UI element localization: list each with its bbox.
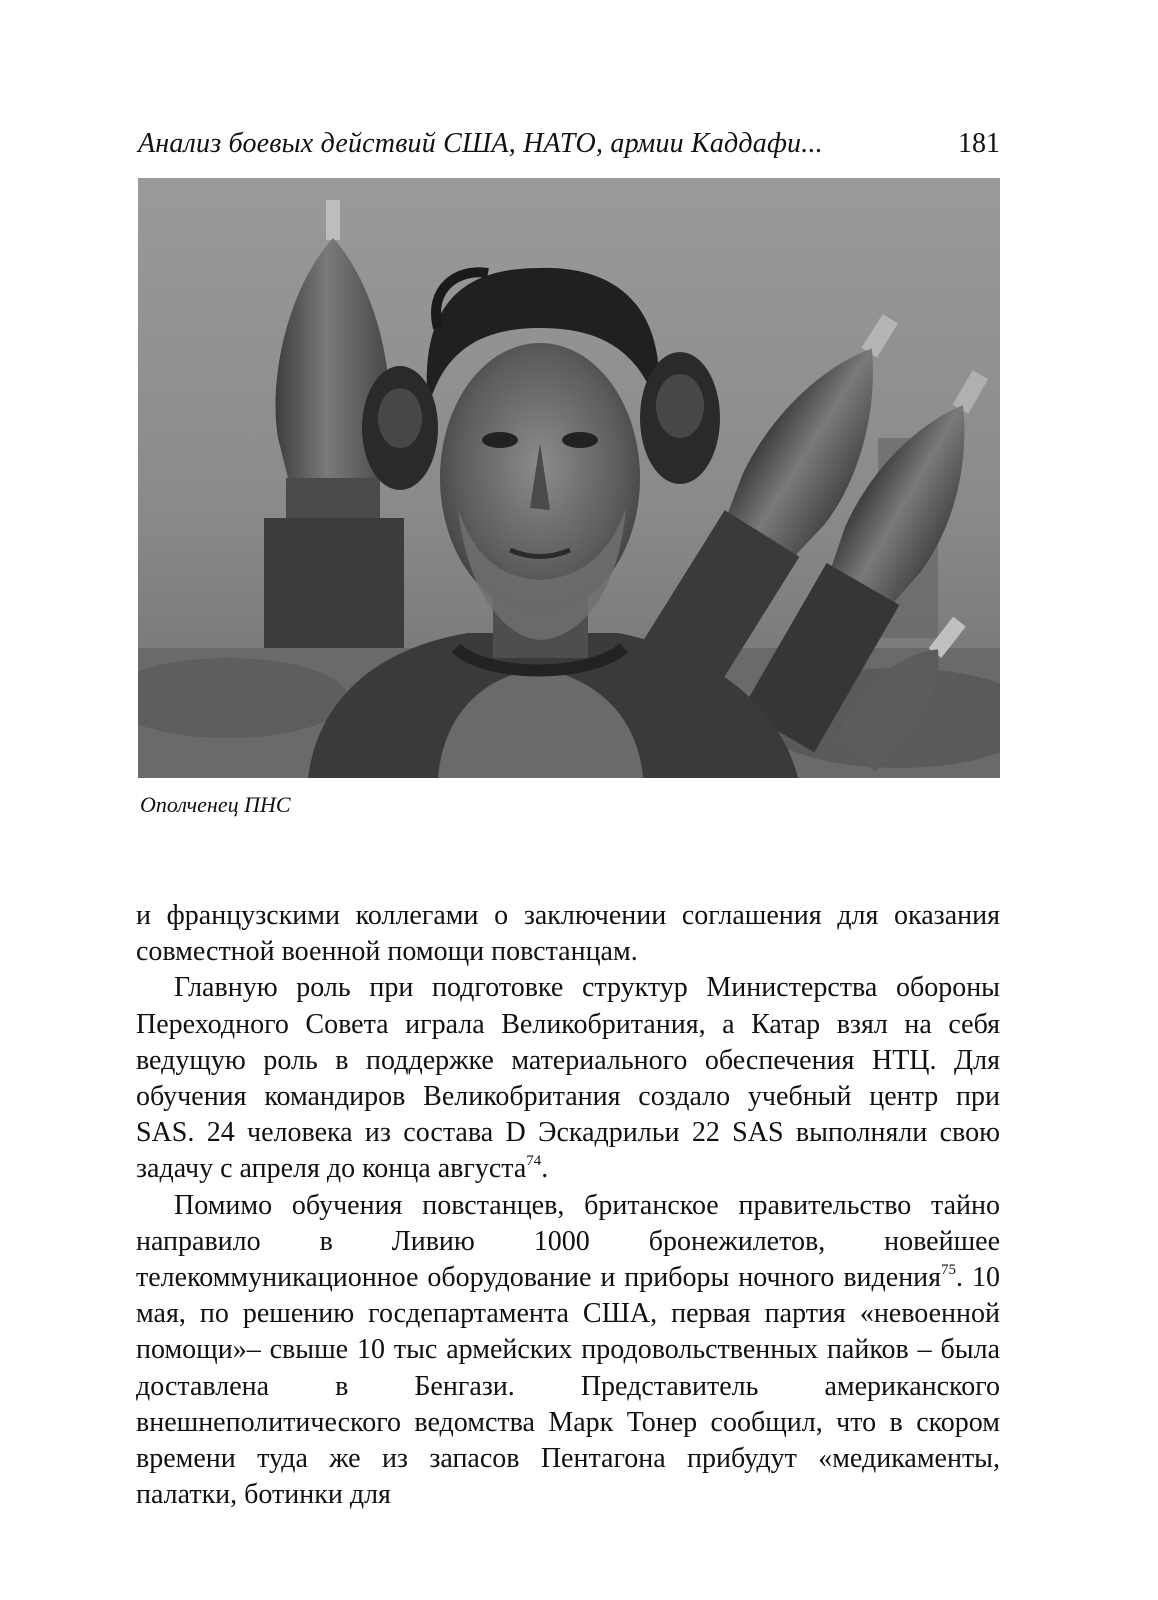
page-number: 181 bbox=[958, 128, 1000, 159]
footnote-ref-74: 74 bbox=[526, 1153, 542, 1170]
footnote-ref-75: 75 bbox=[941, 1262, 957, 1279]
body-text bbox=[136, 898, 1000, 1513]
page-header bbox=[138, 124, 1000, 168]
paragraph-3 bbox=[136, 1188, 1000, 1514]
paragraph-3-end: . 10 мая, по решению госдепартамента США, первая партия «невоенной помощи»– свыше 10 тыс армейских продовольственных пайков – была доставлена в Бенгази. Представитель американского внешнеполитического ведомства Марк Тонер сообщил, что в скором времени туда же из запасов Пентагона прибудут «медикаменты, палатки, ботинки для bbox=[136, 1262, 1000, 1511]
running-title: Анализ боевых действий США, НАТО, армии Каддафи... bbox=[138, 128, 823, 159]
paragraph-2-end: . bbox=[541, 1153, 549, 1185]
paragraph-3-text: Помимо обучения повстанцев, британское правительство тайно направило в Ливию 1000 бронежилетов, новейшее телекоммуникационное оборудование и приборы ночного видения bbox=[136, 1189, 1000, 1294]
paragraph-1: и французскими коллегами о заключении соглашения для оказания совместной военной помощи повстанцам. bbox=[136, 900, 1000, 968]
figure-caption: Ополченец ПНС bbox=[140, 792, 291, 817]
militia-photo bbox=[138, 178, 1000, 778]
paragraph-2 bbox=[136, 970, 1000, 1187]
paragraph-2-text: Главную роль при подготовке структур Министерства обороны Переходного Совета играла Великобритания, а Катар взял на себя ведущую роль в поддержке материального обеспечения НТЦ. Для обучения командиров Великобритания создало учебный центр при SAS. 24 человека из состава D Эскадрильи 22 SAS выполняли свою задачу с апреля до конца августа bbox=[136, 972, 1000, 1185]
